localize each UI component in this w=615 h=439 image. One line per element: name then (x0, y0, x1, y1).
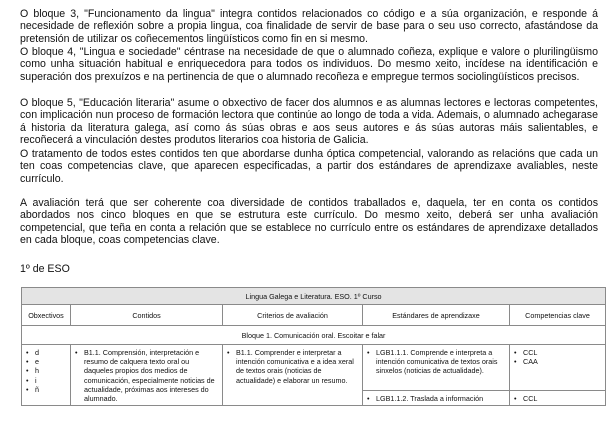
column-header-standards: Estándares de aprendizaxe (363, 305, 510, 326)
column-header-criteria: Criterios de avaliación (223, 305, 363, 326)
paragraph-block3: O bloque 3, "Funcionamento da lingua" integra contidos relacionados co código e a súa organización, e responde á necesidade de reflexión sobre a propia lingua, coa finalidade de servir de base para o seu uso correcto, afastándose da pretensión de utilizar os coñecementos lingüísticos como fin en si mesmo. (20, 8, 598, 45)
standard-cell (363, 345, 510, 391)
competences-cell (510, 345, 606, 391)
column-header-objectives: Obxectivos (22, 305, 71, 326)
standard-text: • LGB1.1.2. Traslada a información (367, 394, 507, 403)
objective-item: • i (26, 376, 68, 385)
competence-item: • CCL (514, 348, 603, 357)
competence-item: • CCL (514, 394, 603, 403)
objective-item: • e (26, 357, 68, 366)
objective-item: • h (26, 366, 68, 375)
section-heading: 1º de ESO (20, 263, 70, 275)
paragraph-block5: O bloque 5, "Educación literaria" asume o obxectivo de facer dos alumnos e as alumnas lectores e lectoras competentes, con implicación nun proceso de formación lectora que continúe ao longo de toda a vida. Ademais, o alumnado achegarase á historia da literatura galega, así como ás súas obras e aos seus autores e ás súas autoras máis salientables, e recoñecerá a vinculación destes produtos literarios coa historia de Galicia. (20, 97, 598, 147)
contents-cell (71, 345, 223, 406)
column-header-contents: Contidos (71, 305, 223, 326)
objective-item: • d (26, 348, 68, 357)
table-title: Lingua Galega e Literatura. ESO. 1º Curso (22, 288, 606, 305)
paragraph-competences: O tratamento de todos estes contidos ten que abordarse dunha óptica competencial, valorando as relacións que cada un ten coas competencias clave, que aparecen especificadas, a partir dos estándares de aprendizaxe avaliables, neste currículo. (20, 148, 598, 185)
standard-text: • LGB1.1.1. Comprende e interpreta a intención comunicativa de textos orais sinxelos (noticias de actualidade). (367, 348, 507, 376)
criteria-text: • B1.1. Comprender e interpretar a intención comunicativa e a idea xeral de textos orais (noticias de actualidade) e elaborar un resumo. (227, 348, 360, 385)
competence-item: • CAA (514, 357, 603, 366)
objectives-cell (22, 345, 71, 406)
objective-item: • ñ (26, 385, 68, 394)
contents-text: • B1.1. Comprensión, interpretación e resumo de calquera texto oral ou daqueles propios dos medios de comunicación, especialmente noticias de actualidade, próximas aos intereses do alumnado. (75, 348, 220, 403)
criteria-cell (223, 345, 363, 406)
column-header-competences: Competencias clave (510, 305, 606, 326)
standard-cell (363, 391, 510, 406)
competences-cell (510, 391, 606, 406)
paragraph-block4: O bloque 4, "Lingua e sociedade" céntrase na necesidade de que o alumnado coñeza, explique e valore o plurilingüismo como unha situación habitual e enriquecedora para todos os individuos. Do mesmo xeito, incídese na identificación e superación dos prexuízos e na pertinencia de que o alumnado recoñeza e empregue termos sociolingüísticos precisos. (20, 46, 598, 83)
block-title: Bloque 1. Comunicación oral. Escoitar e falar (22, 326, 606, 345)
curriculum-table (21, 287, 606, 406)
paragraph-evaluation: A avaliación terá que ser coherente coa diversidade de contidos traballados e, daquela, ter en conta os contidos abordados nos cinco bloques en que se estrutura este currículo. Do mesmo xeito, deberá ser unha avaliación competencial, que teña en conta a relación que se establece no currículo entre os estándares de aprendizaxe detallados en cada bloque, coas competencias clave. (20, 197, 598, 247)
